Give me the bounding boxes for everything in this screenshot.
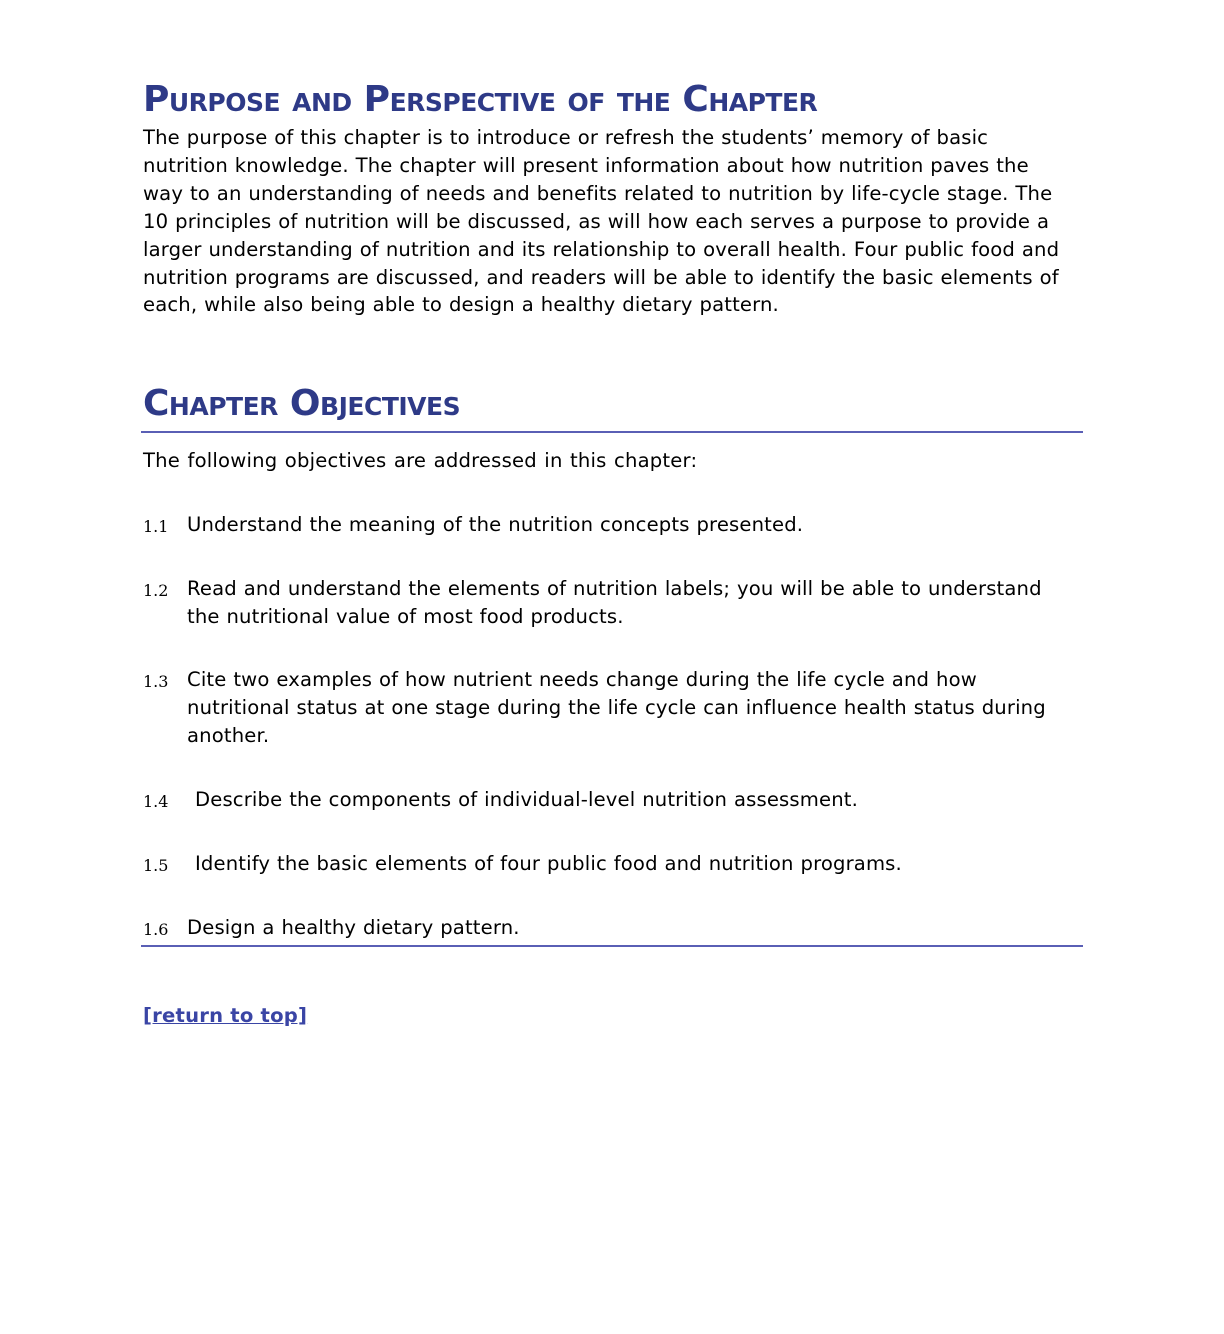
objective-number: 1.4: [143, 792, 169, 811]
objective-number: 1.3: [143, 672, 169, 691]
return-to-top-link[interactable]: [return to top]: [143, 1004, 308, 1027]
objectives-bottom-rule: [141, 945, 1083, 947]
objectives-heading: Chapter Objectives: [143, 383, 461, 424]
objective-text: Identify the basic elements of four public food and nutrition programs.: [195, 852, 902, 875]
objective-text: Understand the meaning of the nutrition concepts presented.: [187, 513, 804, 536]
objectives-intro: The following objectives are addressed in this chapter:: [143, 449, 698, 472]
objective-text: Describe the components of individual-level nutrition assessment.: [195, 788, 858, 811]
objective-number: 1.5: [143, 856, 169, 875]
objective-text: Cite two examples of how nutrient needs change during the life cycle and how nutritional status at one stage during the life cycle can influence health status during another.: [187, 668, 1046, 747]
objective-text: Design a healthy dietary pattern.: [187, 916, 520, 939]
objective-number: 1.2: [143, 581, 169, 600]
objective-number: 1.1: [143, 517, 169, 536]
objective-number: 1.6: [143, 920, 169, 939]
objectives-top-rule: [141, 431, 1083, 433]
purpose-paragraph: The purpose of this chapter is to introduce or refresh the students’ memory of basic nutrition knowledge. The chapter will present information about how nutrition paves the way to an understanding of needs and benefits related to nutrition by life-cycle stage. The 10 principles of nutrition will be discussed, as will how each serves a purpose to provide a larger understanding of nutrition and its relationship to overall health. Four public food and nutrition programs are discussed, and readers will be able to identify the basic elements of each, while also being able to design a healthy dietary pattern.: [143, 126, 1060, 317]
objective-text: Read and understand the elements of nutrition labels; you will be able to understand the nutritional value of most food products.: [187, 577, 1042, 628]
purpose-heading: Purpose and Perspective of the Chapter: [143, 79, 818, 120]
